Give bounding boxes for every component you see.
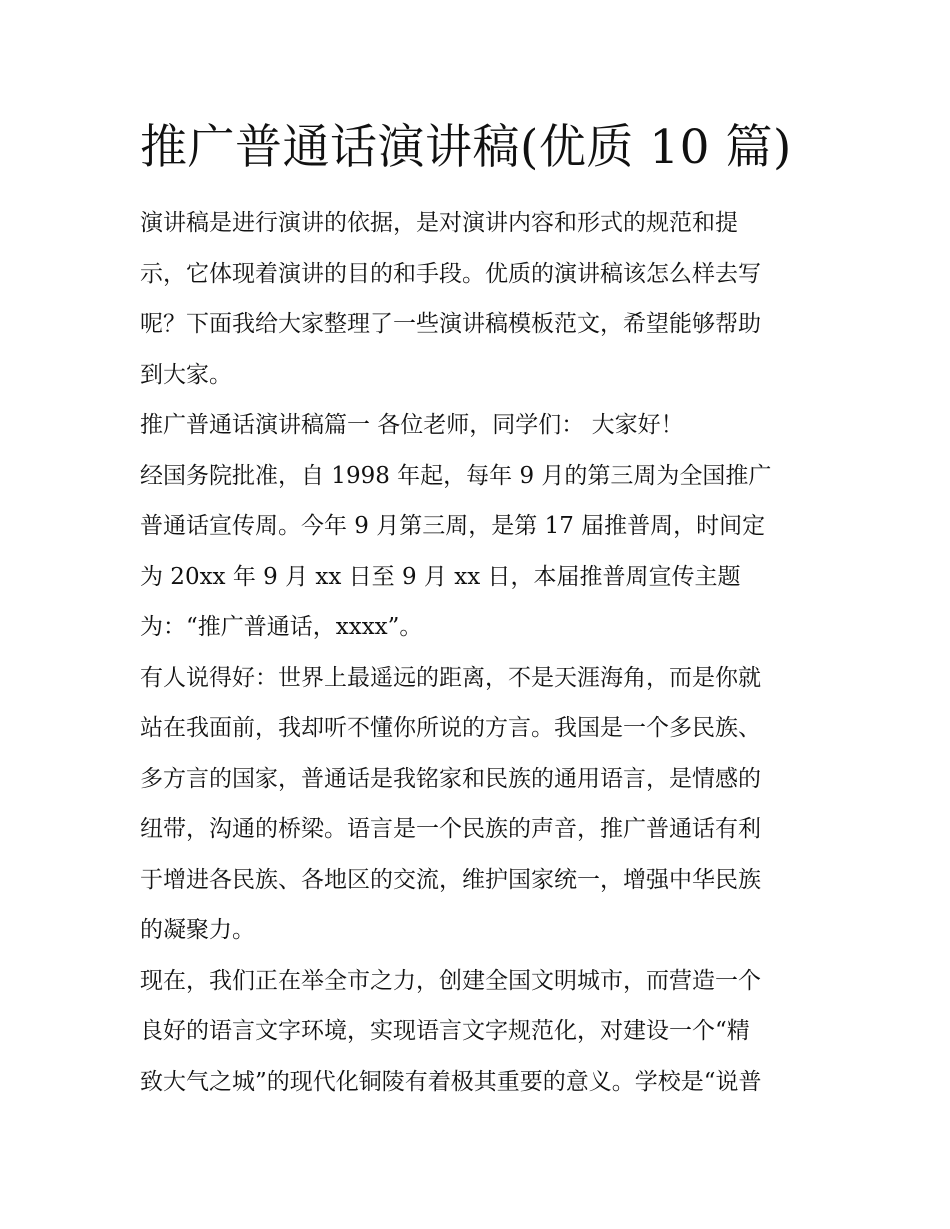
- text-line: 的凝聚力。: [140, 917, 255, 943]
- text-line: 良好的语言文字环境，实现语言文字规范化，对建设一个“精: [140, 1018, 750, 1044]
- paragraph-civilized-city: [140, 956, 820, 1108]
- text-line: 普通话宣传周。今年 9 月第三周，是第 17 届推普周，时间定: [140, 513, 766, 539]
- document-body: [140, 198, 820, 1107]
- text-line: 多方言的国家，普通话是我铭家和民族的通用语言，是情感的: [140, 765, 761, 792]
- text-line: 有人说得好：世界上最遥远的距离，不是天涯海角，而是你就: [140, 664, 761, 691]
- text-line: 为：“推广普通话，xxxx”。: [140, 614, 423, 640]
- text-line: 到大家。: [140, 361, 232, 388]
- text-line: 于增进各民族、各地区的交流，维护国家统一，增强中华民族: [140, 866, 761, 893]
- paragraph-greeting: [140, 400, 820, 451]
- text-line: 示，它体现着演讲的目的和手段。优质的演讲稿该怎么样去写: [140, 260, 761, 287]
- paragraph-intro: [140, 198, 820, 400]
- text-line: 呢？下面我给大家整理了一些演讲稿模板范文，希望能够帮助: [140, 311, 761, 337]
- text-line: 致大气之城”的现代化铜陵有着极其重要的意义。学校是“说普: [140, 1068, 762, 1095]
- text-line: 为 20xx 年 9 月 xx 日至 9 月 xx 日，本届推普周宣传主题: [140, 563, 741, 590]
- paragraph-dialect: [140, 653, 820, 956]
- text-line: 纽带，沟通的桥梁。语言是一个民族的声音，推广普通话有利: [140, 816, 761, 842]
- text-line: 现在，我们正在举全市之力，创建全国文明城市，而营造一个: [140, 967, 761, 994]
- text-line: 经国务院批准，自 1998 年起，每年 9 月的第三周为全国推广: [140, 462, 772, 489]
- paragraph-promotion-week: [140, 451, 820, 653]
- text-line: 站在我面前，我却听不懂你所说的方言。我国是一个多民族、: [140, 715, 761, 741]
- text-line: 演讲稿是进行演讲的依据，是对演讲内容和形式的规范和提: [140, 210, 738, 236]
- text-line: 推广普通话演讲稿篇一 各位老师，同学们： 大家好！: [140, 412, 684, 438]
- page-title: 推广普通话演讲稿(优质 10 篇): [140, 120, 792, 175]
